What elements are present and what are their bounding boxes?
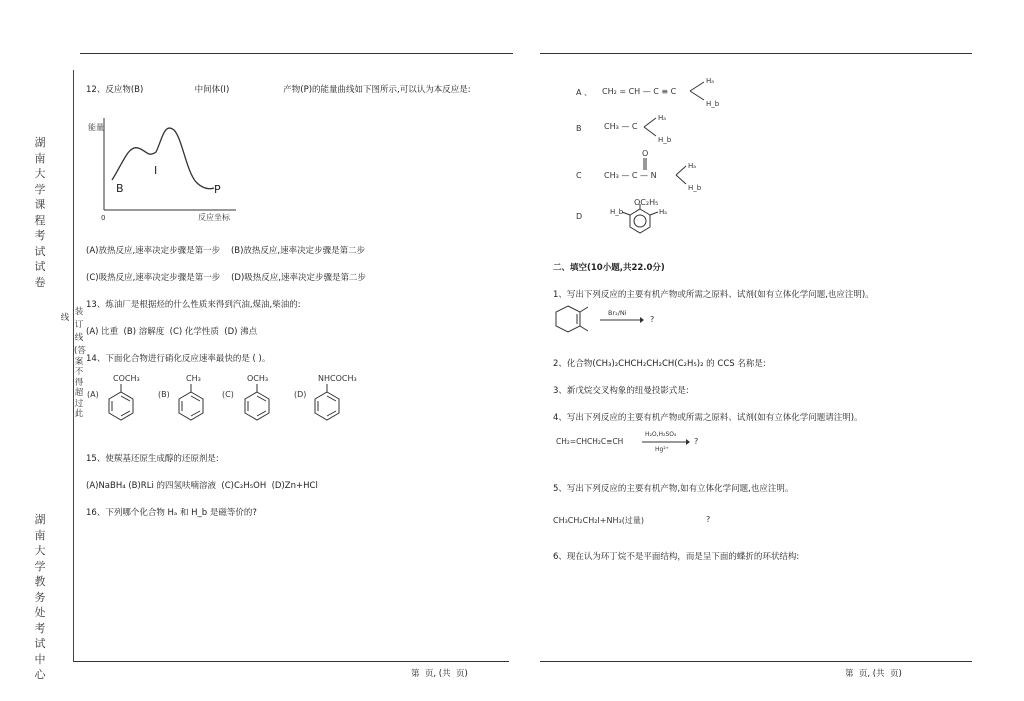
exam-center: 湖南大学教务处考试中心: [34, 513, 46, 681]
q16-d-hb: H_b: [610, 208, 624, 216]
graph-origin: 0: [101, 214, 106, 222]
rxn1-arrow: [600, 316, 644, 324]
right-page-footer: 第 页, (共 页): [845, 669, 902, 679]
staple-word: 装: [74, 307, 84, 317]
q14-benzene-d: [310, 382, 344, 424]
q16-option-a-formula: CH₂ = CH — C ≡ C: [602, 87, 677, 96]
q16-d-ha: Hₐ: [659, 208, 668, 216]
binding-warning: (答案不得超过此: [74, 346, 86, 419]
q13-options: (A) 比重 (B) 溶解度 (C) 化学性质 (D) 沸点: [86, 327, 258, 337]
q14-sub-c: OCH₃: [247, 374, 269, 383]
q14-label-b: (B): [158, 390, 170, 399]
q12-text: 12、反应物(B) 中间体(I) 产物(P)的能量曲线如下图所示,可以认为本反应是:: [86, 85, 471, 95]
fill-item-4: 4、写出下列反应的主要有机产物或所需之原料、试剂(如有立体化学问题请注明)。: [553, 413, 863, 423]
university-title: 湖南大学课程考试试卷: [34, 136, 46, 289]
q16-b-ha: Hₐ: [658, 114, 667, 122]
q14-sub-d: NHCOCH₃: [318, 374, 357, 383]
q14-benzene-a: [104, 382, 138, 424]
q14-label-a: (A): [87, 390, 99, 399]
energy-diagram: [86, 110, 246, 225]
q16-option-b-branch: [640, 110, 680, 144]
rxn4-product: ?: [694, 437, 699, 446]
q16-option-b-label: B: [576, 124, 582, 133]
q16-option-b-formula: CH₃ — C: [604, 122, 638, 131]
q16-option-c-carbonyl: [641, 158, 649, 170]
rxn4-arrow: [642, 438, 690, 446]
q15-text: 15、使羰基还原生成醇的还原剂是:: [86, 454, 219, 464]
q16-a-hb: H_b: [706, 100, 720, 108]
q16-c-hb: H_b: [688, 184, 702, 192]
q13-text: 13、炼油厂是根据烃的什么性质来得到汽油,煤油,柴油的:: [86, 300, 301, 310]
line-word: 线: [74, 333, 84, 343]
binding-line-label: 线: [60, 313, 70, 323]
q16-option-c-branch: [672, 158, 706, 192]
q14-text: 14、下面化合物进行硝化反应速率最快的是 ( )。: [86, 354, 271, 364]
rxn1-product: ?: [650, 315, 655, 324]
q16-c-ha: Hₐ: [688, 162, 697, 170]
rxn1-cyclohexene: [552, 302, 592, 336]
q16-option-c-o: O: [642, 149, 649, 158]
rxn1-reagent: Br₂/Ni: [608, 309, 627, 317]
fill-item-1: 1、写出下列反应的主要有机产物或所需之原料、试剂(如有立体化学问题,也应注明)。: [553, 290, 874, 300]
q16-option-c-formula: CH₃ — C — N: [604, 171, 657, 180]
q16-option-a-branch: [686, 74, 726, 108]
fill-item-3: 3、新戊烷交叉构象的纽曼投影式是:: [553, 386, 689, 396]
q16-text: 16、下列哪个化合物 Hₐ 和 H_b 是磁等价的?: [86, 508, 257, 518]
q16-b-hb: H_b: [658, 136, 672, 144]
rxn4-reagent-bottom: Hg²⁺: [655, 446, 669, 453]
rxn4-reactant: CH₂=CHCH₂C≡CH: [556, 437, 624, 446]
bottom-rule-left: [74, 661, 509, 662]
top-rule-right: [540, 53, 972, 54]
q12-options-2: (C)吸热反应,速率决定步骤是第一步 (D)吸热反应,速率决定步骤是第二步: [86, 273, 366, 283]
q14-sub-b: CH₃: [186, 374, 201, 383]
q16-option-c-label: C: [576, 171, 582, 180]
bottom-rule-right: [540, 661, 972, 662]
binding-word: 订: [74, 320, 84, 330]
graph-label-i: I: [154, 164, 158, 177]
rxn5-reactant: CH₃CH₂CH₂I+NH₃(过量): [553, 516, 644, 525]
q14-label-c: (C): [222, 390, 234, 399]
fill-item-5: 5、写出下列反应的主要有机产物,如有立体化学问题,也应注明。: [553, 484, 794, 494]
graph-label-p: P: [214, 183, 221, 196]
q15-options: (A)NaBH₄ (B)RLi 的四氢呋喃溶液 (C)C₂H₅OH (D)Zn+HCl: [86, 481, 318, 491]
fill-item-6: 6、现在认为环丁烷不是平面结构，而是呈下面的蝶折的环状结构:: [553, 552, 800, 562]
q16-option-d-sub: OC₂H₅: [634, 198, 659, 207]
q14-benzene-b: [174, 382, 208, 424]
reaction-coordinate-label: 反应坐标: [198, 213, 230, 222]
q16-option-d-ring: [608, 203, 672, 237]
section-title: 二、填空(10小题,共22.0分): [553, 263, 665, 273]
q14-label-d: (D): [294, 390, 307, 399]
graph-label-b: B: [116, 182, 124, 195]
q16-a-ha: Hₐ: [706, 77, 715, 85]
energy-axis-label: 能量: [88, 123, 104, 132]
q16-option-d-label: D: [576, 212, 583, 221]
top-rule-left: [80, 53, 513, 54]
fill-item-2: 2、化合物(CH₃)₂CHCH₂CH₂CH(C₂H₅)₂ 的 CCS 名称是:: [553, 359, 766, 369]
q16-option-a-label: A 、: [576, 88, 593, 97]
q14-benzene-c: [240, 382, 274, 424]
rxn5-product: ?: [706, 515, 711, 524]
left-page-footer: 第 页, (共 页): [411, 669, 468, 679]
q12-options-1: (A)放热反应,速率决定步骤是第一步 (B)放热反应,速率决定步骤是第二步: [86, 246, 366, 256]
rxn4-reagent-top: H₂O,H₂SO₄: [645, 431, 677, 438]
q14-sub-a: COCH₃: [113, 374, 140, 383]
